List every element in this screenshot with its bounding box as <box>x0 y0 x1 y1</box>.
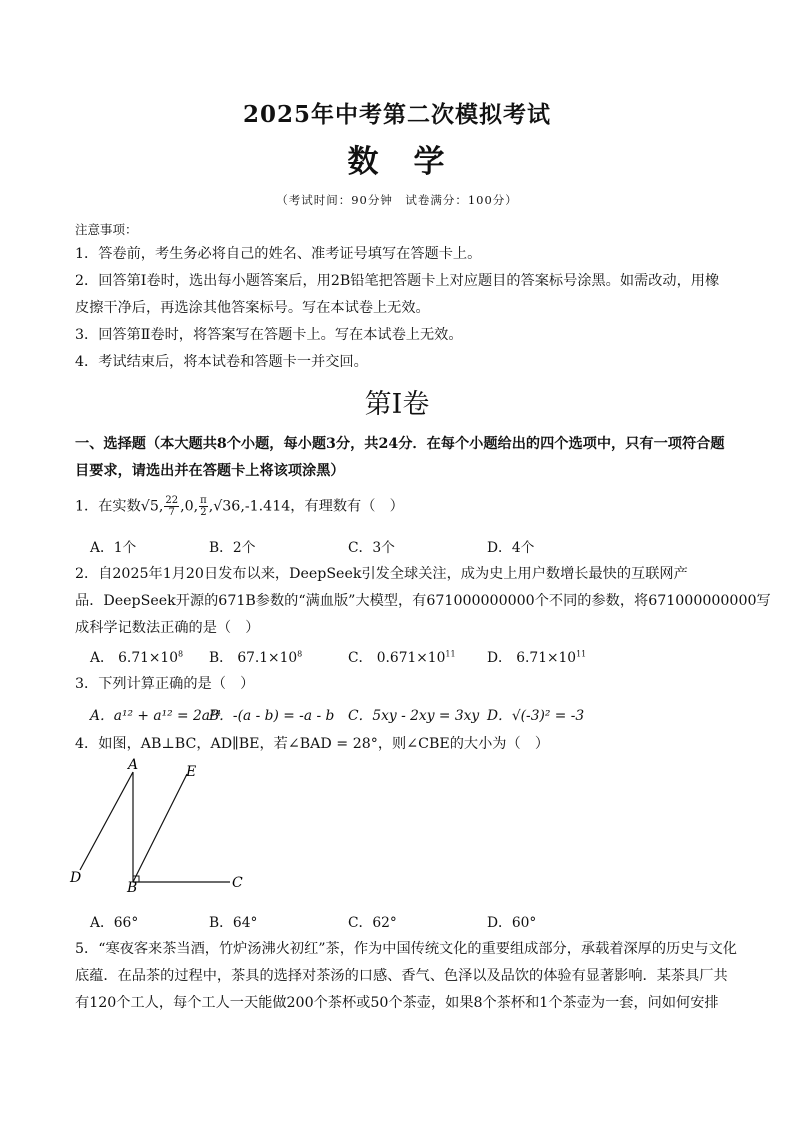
time-info: （考试时间：90分钟 试卷满分：100分） <box>276 193 518 207</box>
option-base: 6.71×10 <box>516 650 577 666</box>
q1-option-d: D．4个 <box>487 540 535 556</box>
q4-option-d: D．60° <box>487 915 537 931</box>
option-base: 6.71×10 <box>118 650 178 666</box>
segment-be <box>133 774 187 882</box>
q1-sqrt5: √5 <box>140 498 159 515</box>
label-e: E <box>186 764 197 780</box>
frac-den: 2 <box>200 507 207 518</box>
option-label: A． <box>90 650 114 666</box>
q1-sep: , <box>158 498 164 515</box>
q3-option-c: C．5xy - 2xy = 3xy <box>348 708 480 724</box>
question-3-stem: 3．下列计算正确的是（ ） <box>75 676 255 692</box>
question-2-line: 2．自2025年1月20日发布以来，DeepSeek引发全球关注，成为史上用户数增长最快的互联网产 <box>75 566 688 582</box>
option-base: 0.671×10 <box>376 650 446 666</box>
q1-sep: ,0, <box>180 498 199 515</box>
label-a: A <box>128 758 139 773</box>
option-label: D． <box>487 650 512 666</box>
question-5-line: 5．“寒夜客来茶当酒，竹炉汤沸火初红”茶，作为中国传统文化的重要组成部分，承载着深厚的历史与文化 <box>75 941 737 957</box>
segment-ad <box>80 772 133 870</box>
notes-heading: 注意事项： <box>75 222 138 237</box>
q1-option-b: B．2个 <box>209 540 256 556</box>
option-label: B． <box>209 650 233 666</box>
q1-option-c: C．3个 <box>348 540 395 556</box>
label-c: C <box>232 875 243 891</box>
q4-option-a: A．66° <box>90 915 139 931</box>
note-item: 4．考试结束后，将本试卷和答题卡一并交回。 <box>75 354 368 370</box>
subject-title: 数 学 <box>347 144 447 180</box>
exam-title: 2025年中考第二次模拟考试 <box>242 101 551 128</box>
q2-option-d <box>487 646 586 666</box>
note-item: 2．回答第Ⅰ卷时，选出每小题答案后，用2B铅笔把答题卡上对应题目的答案标号涂黑。如需改动，用橡 <box>75 273 720 289</box>
q1-fraction-pi-2 <box>199 495 208 518</box>
section-heading-cont: 目要求，请选出并在答题卡上将该项涂黑） <box>75 463 345 479</box>
label-d: D <box>70 870 82 886</box>
option-exponent: 11 <box>576 649 587 659</box>
note-item: 1．答卷前，考生务必将自己的姓名、准考证号填写在答题卡上。 <box>75 246 482 262</box>
option-exponent: 11 <box>445 649 456 659</box>
frac-den: 7 <box>168 507 175 518</box>
question-2-line: 品．DeepSeek开源的671B参数的“满血版”大模型，有671000000000个不同的参数，将671000000000写 <box>75 593 771 609</box>
q1-fraction-22-7 <box>164 495 179 518</box>
q2-option-c <box>348 646 456 666</box>
question-5-line: 底蕴．在品茶的过程中，茶具的选择对茶汤的口感、香气、色泽以及品饮的体验有显著影响．某茶具厂共 <box>75 968 728 984</box>
note-item: 3．回答第Ⅱ卷时，将答案写在答题卡上。写在本试卷上无效。 <box>75 327 463 343</box>
frac-num: 22 <box>165 495 179 506</box>
note-item: 皮擦干净后，再选涂其他答案标号。写在本试卷上无效。 <box>75 300 430 316</box>
q3-option-a: A．a¹² + a¹² = 2a²⁴ <box>90 708 222 724</box>
q1-option-a: A．1个 <box>90 540 137 556</box>
q2-option-a <box>90 646 183 666</box>
q3-option-d: D．√(-3)² = -3 <box>487 708 585 724</box>
frac-num: π <box>200 495 207 506</box>
question-2-line: 成科学记数法正确的是（ ） <box>75 620 260 636</box>
option-base: 67.1×10 <box>237 650 298 666</box>
q4-option-c: C．62° <box>348 915 397 931</box>
q1-rest: ,√36,-1.414 <box>208 498 291 515</box>
question-4-stem: 4．如图，AB⊥BC，AD∥BE，若∠BAD = 28°，则∠CBE的大小为（ ） <box>75 736 550 752</box>
q2-option-b <box>209 646 302 666</box>
volume-heading: 第Ⅰ卷 <box>364 389 430 420</box>
question-5-line: 有120个工人，每个工人一天能做200个茶杯或50个茶壶，如果8个茶杯和1个茶壶为一套，问如何安排 <box>75 995 719 1011</box>
geometry-diagram <box>64 758 264 893</box>
question-1-stem <box>75 495 404 518</box>
q4-option-b: B．64° <box>209 915 258 931</box>
label-b: B <box>127 880 138 893</box>
section-heading: 一、选择题（本大题共8个小题，每小题3分，共24分．在每个小题给出的四个选项中，只有一项符合题 <box>75 436 725 452</box>
q3-option-b: B．-(a - b) = -a - b <box>209 708 335 724</box>
q1-prefix: 1．在实数 <box>75 498 141 515</box>
option-exponent: 8 <box>178 649 184 659</box>
option-label: C． <box>348 650 373 666</box>
option-exponent: 8 <box>297 649 303 659</box>
q1-suffix: ，有理数有（ ） <box>290 498 404 515</box>
